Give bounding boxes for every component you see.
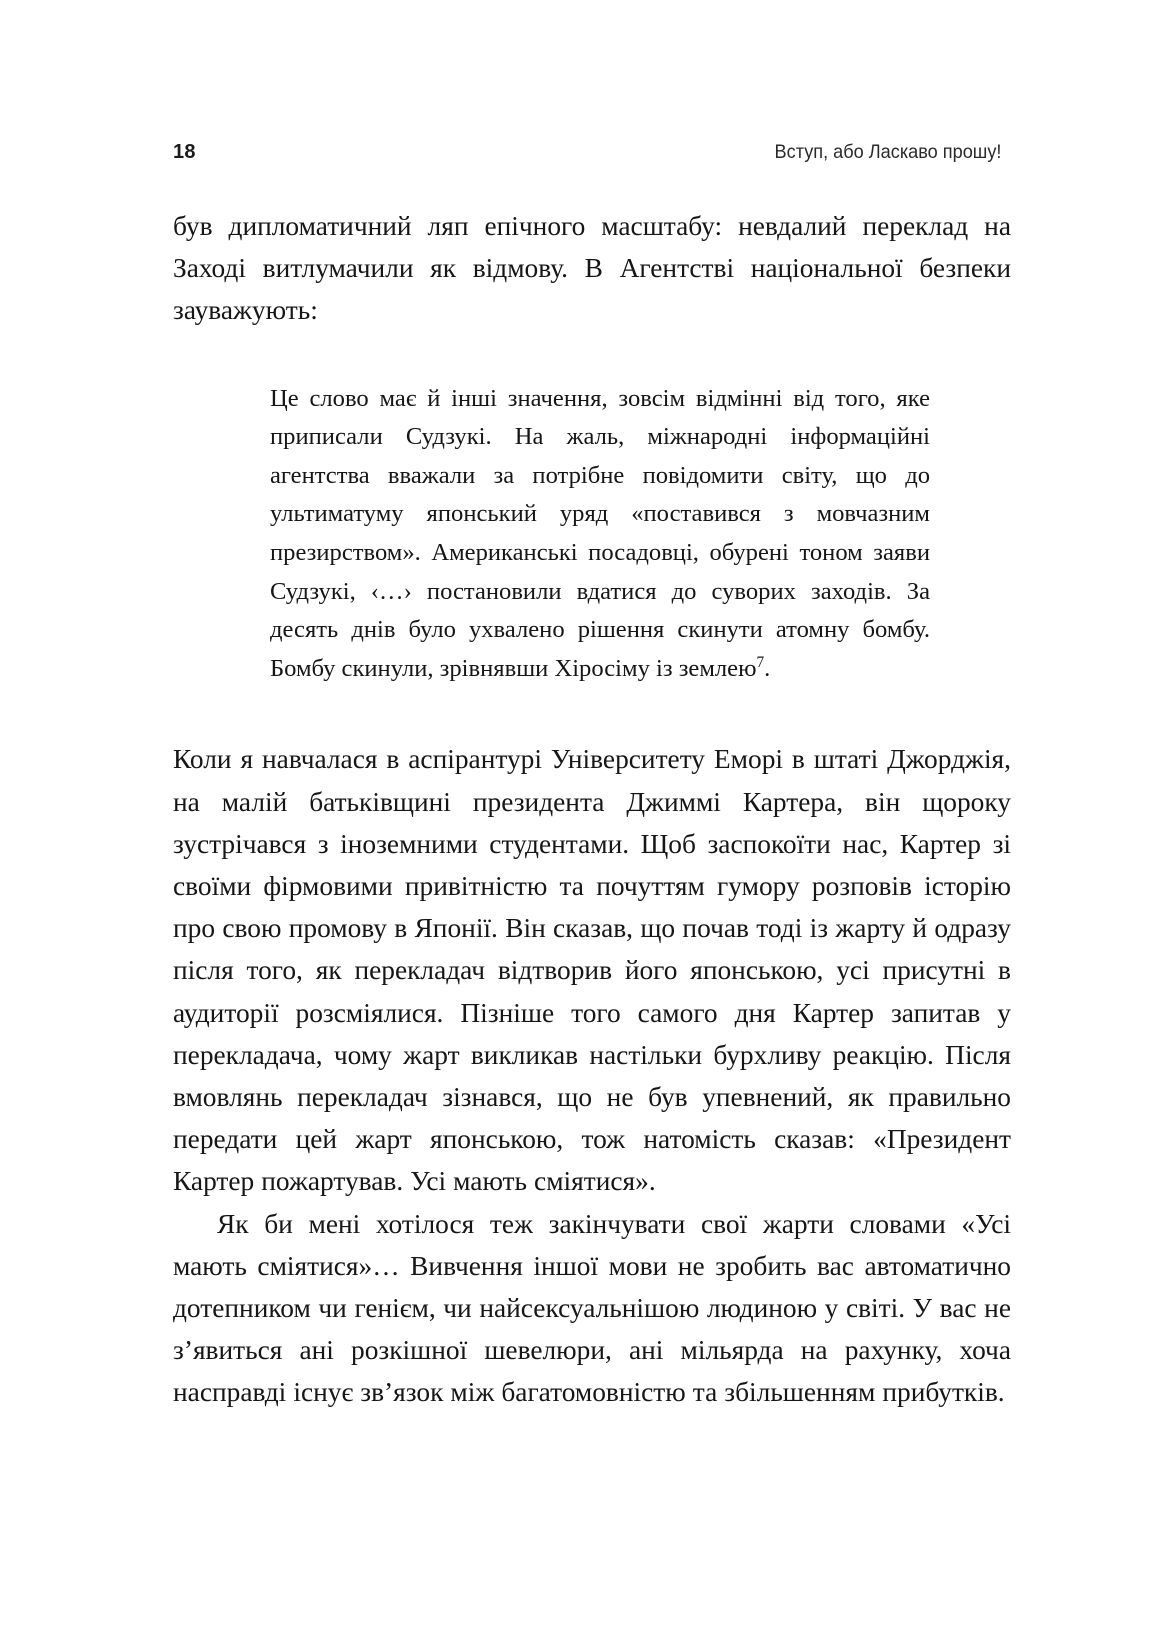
paragraph-emory-carter: Коли я навчалася в аспірантурі Університету Еморі в штаті Джорджія, на малій батьківщині президента Джиммі Картера, він щороку зустрічався з іноземними студентами. Щоб заспокоїти нас, Картер зі своїми фірмовими привітністю та почуттям гумору розповів історію про свою промову в Японії. Він сказав, що почав тоді із жарту й одразу після того, як перекладач відтворив його японською, усі присутні в аудиторії розсміялися. Пізніше того самого дня Картер запитав у перекладача, чому жарт викликав настільки бурхливу реакцію. Після вмовлянь перекладач зізнався, що не був упевнений, як правильно передати цей жарт японською, тож натомість сказав: «Президент Картер пожартував. Усі мають сміятися». — [173, 744, 1011, 1197]
running-head — [173, 141, 1010, 164]
text-block — [173, 205, 1011, 1414]
footnote-marker[interactable]: 7 — [756, 653, 765, 671]
paragraph-closing: Як би мені хотілося теж закінчувати свої жарти словами «Усі мають сміятися»… Вивчення іншої мови не зробить вас автоматично дотепником чи генієм, чи найсексуальнішою людиною у світі. У вас не з’явиться ані розкішної шевелюри, ані мільярда на рахунку, хоча насправді існує зв’язок між багатомовністю та збільшенням прибутків. — [173, 1208, 1011, 1408]
spacer-above-blockquote — [173, 332, 1011, 380]
blockquote-main-text: Це слово має й інші значення, зовсім відмінні від того, яке приписали Судзукі. На жаль, міжнародні інформаційні агентства вважали за потрібне повідомити світу, що до ультиматуму японський уряд «поставився з мовчазним презирством». Американські посадовці, обурені тоном заяви Судзукі, ‹…› постановили вдатися до суворих заходів. За десять днів було ухвалено рішення скинути атомну бомбу. Бомбу скинули, зрівнявши Хіросіму із землею — [270, 384, 930, 682]
blockquote — [270, 380, 930, 689]
chapter-title: Вступ, або Ласкаво прошу! — [774, 141, 1002, 163]
spacer-below-blockquote — [173, 688, 1011, 738]
paragraph-continuation: був дипломатичний ляп епічного масштабу: невдалий переклад на Заході витлумачили як відмову. В Агентстві національної безпеки зауважують: — [173, 211, 1011, 326]
page-number: 18 — [173, 141, 196, 163]
blockquote-text — [270, 380, 930, 689]
blockquote-trailing-punctuation: . — [764, 654, 771, 682]
